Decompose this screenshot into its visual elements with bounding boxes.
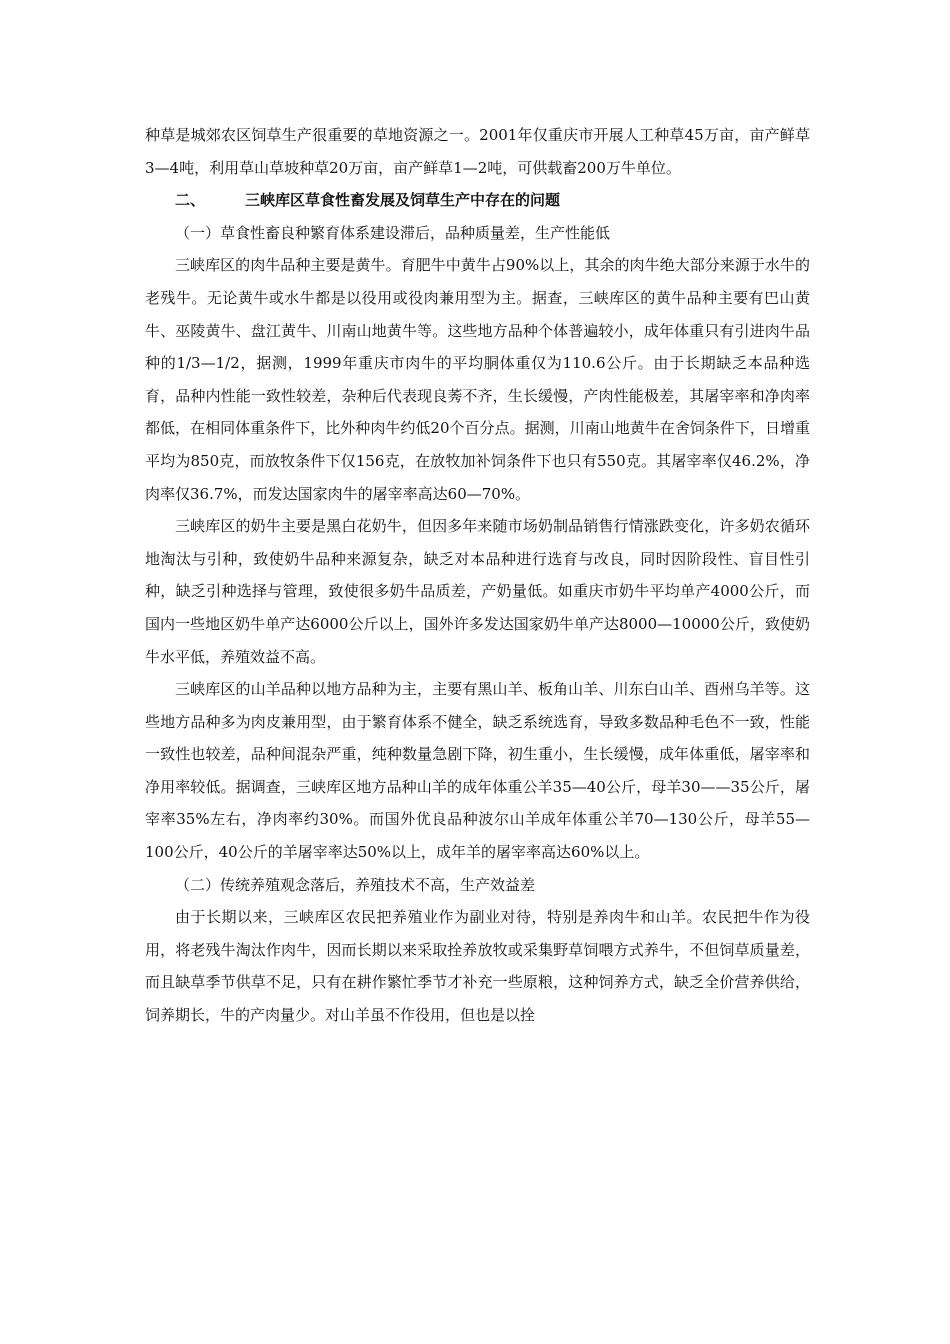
section-title: 三峡库区草食性畜发展及饲草生产中存在的问题 bbox=[245, 191, 561, 210]
section-number: 二、 bbox=[175, 191, 206, 210]
paragraph-farming-practice: 由于长期以来，三峡库区农民把养殖业作为副业对待，特别是养肉牛和山羊。农民把牛作为役用，将老残牛淘汰作肉牛，因而长期以来采取拴养放牧或采集野草饲喂方式养牛，不但饲草质量差，而且缺草季节供草不足，只有在耕作繁忙季节才补充一些原粮，这种饲养方式，缺乏全价营养供给，饲养期长，牛的产肉量少。对山羊虽不作役用，但也是以拴 bbox=[145, 908, 810, 1025]
subsection-heading-2: （二）传统养殖观念落后，养殖技术不高，生产效益差 bbox=[175, 875, 536, 894]
paragraph-beef-cattle: 三峡库区的肉牛品种主要是黄牛。育肥牛中黄牛占90%以上，其余的肉牛绝大部分来源于水牛的老残牛。无论黄牛或水牛都是以役用或役肉兼用型为主。据查，三峡库区的黄牛品种主要有巴山黄牛、巫陵黄牛、盘江黄牛、川南山地黄牛等。这些地方品种个体普遍较小，成年体重只有引进肉牛品种的1/3—1/2，据测，1999年重庆市肉牛的平均胴体重仅为110.6公斤。由于长期缺乏本品种选育，品种内性能一致性较差，杂种后代表现良莠不齐，生长缓慢，产肉性能极差，其屠宰率和净肉率都低，在相同体重条件下，比外种肉牛约低20个百分点。据测，川南山地黄牛在舍饲条件下，日增重平均为850克，而放牧条件下仅156克，在放牧加补饲条件下也只有550克。其屠宰率仅46.2%，净肉率仅36.7%，而发达国家肉牛的屠宰率高达60—70%。 bbox=[145, 256, 810, 503]
document-body bbox=[145, 119, 810, 1032]
paragraph-goats: 三峡库区的山羊品种以地方品种为主，主要有黑山羊、板角山羊、川东白山羊、酉州乌羊等。这些地方品种多为肉皮兼用型，由于繁育体系不健全，缺乏系统选育，导致多数品种毛色不一致，性能一致性也较差，品种间混杂严重，纯种数量急剧下降，初生重小，生长缓慢，成年体重低，屠宰率和净用率较低。据调查，三峡库区地方品种山羊的成年体重公羊35—40公斤，母羊30——35公斤，屠宰率35%左右，净肉率约30%。而国外优良品种波尔山羊成年体重公羊70—130公斤，母羊55—100公斤，40公斤的羊屠宰率达50%以上，成年羊的屠宰率高达60%以上。 bbox=[145, 680, 810, 862]
section-heading bbox=[145, 184, 810, 217]
paragraph-dairy-cattle: 三峡库区的奶牛主要是黑白花奶牛，但因多年来随市场奶制品销售行情涨跌变化，许多奶农循环地淘汰与引种，致使奶牛品种来源复杂，缺乏对本品种进行选育与改良，同时因阶段性、盲目性引种，缺乏引种选择与管理，致使很多奶牛品质差，产奶量低。如重庆市奶牛平均单产4000公斤，而国内一些地区奶牛单产达6000公斤以上，国外许多发达国家奶牛单产达8000—10000公斤，致使奶牛水平低，养殖效益不高。 bbox=[145, 517, 810, 666]
subsection-heading-1: （一）草食性畜良种繁育体系建设滞后，品种质量差，生产性能低 bbox=[175, 223, 611, 242]
paragraph-continuation: 种草是城郊农区饲草生产很重要的草地资源之一。2001年仅重庆市开展人工种草45万亩，亩产鲜草3—4吨，利用草山草坡种草20万亩，亩产鲜草1—2吨，可供载畜200万牛单位。 bbox=[145, 126, 810, 177]
